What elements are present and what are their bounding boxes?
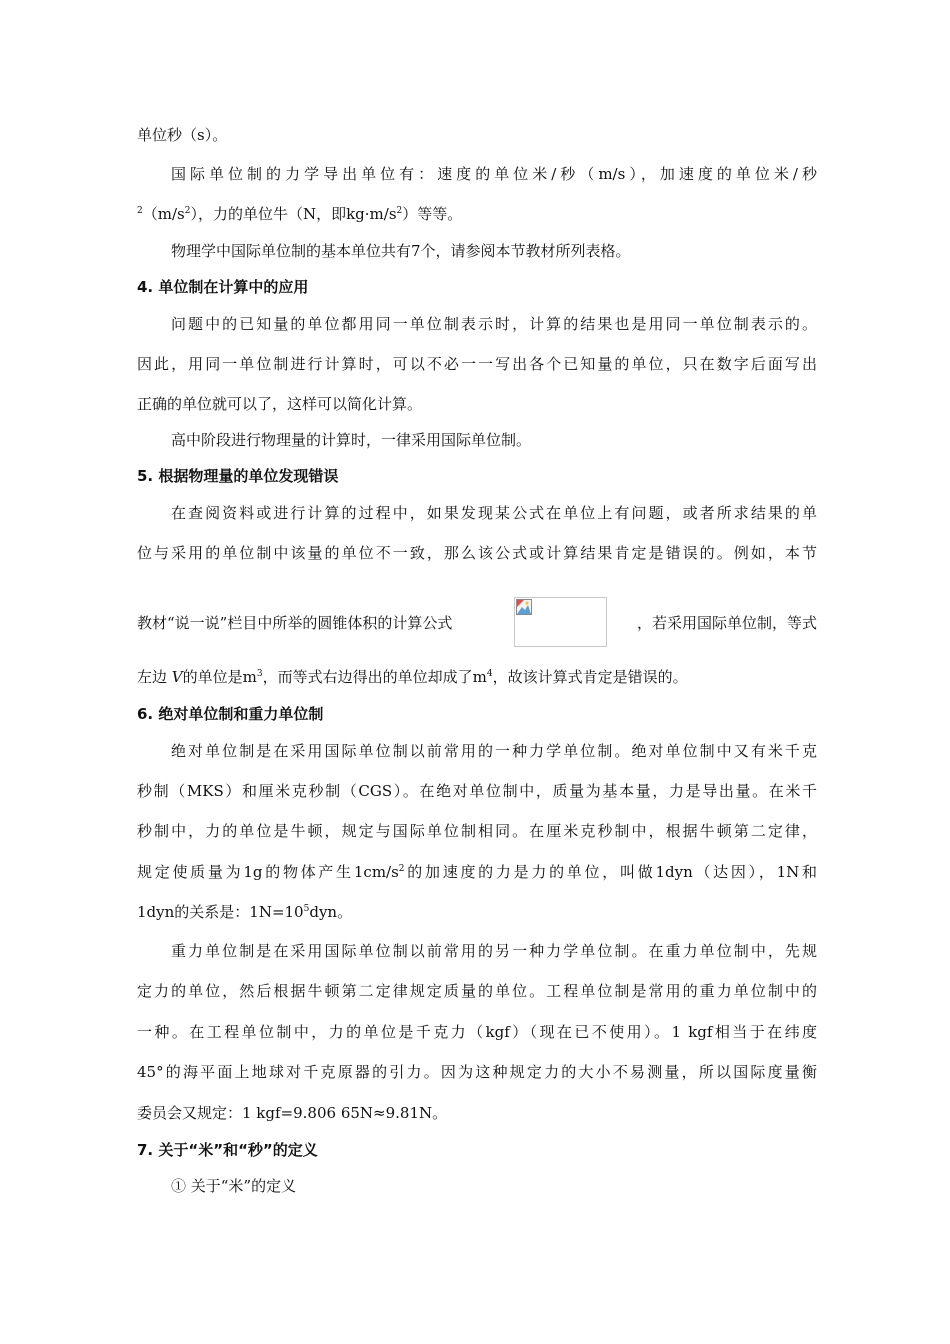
superscript: 5 <box>303 904 310 914</box>
paragraph-line: 45°的海平面上地球对千克原器的引力。因为这种规定力的大小不易测量，所以国际度量衡 <box>137 1063 817 1081</box>
section-heading: 5. 根据物理量的单位发现错误 <box>137 467 339 485</box>
paragraph-line: 定力的单位，然后根据牛顿第二定律规定质量的单位。工程单位制是常用的重力单位制中的 <box>137 982 817 1000</box>
superscript: 2 <box>396 206 403 216</box>
paragraph-line: 国际单位制的力学导出单位有：速度的单位米/秒（m/s），加速度的单位米/秒 <box>171 165 817 183</box>
paragraph-line: 因此，用同一单位制进行计算时，可以不必一一写出各个已知量的单位，只在数字后面写出 <box>137 355 817 373</box>
formula-image-placeholder <box>514 597 607 647</box>
paragraph-line: 秒制（MKS）和厘米克秒制（CGS）。在绝对单位制中，质量为基本量，力是导出量。在米千 <box>137 782 817 800</box>
section-heading: 4. 单位制在计算中的应用 <box>137 278 309 296</box>
paragraph-line <box>137 902 817 922</box>
text-run: ，而等式右边得出的单位却成了m <box>262 668 487 686</box>
broken-image-icon <box>516 599 532 615</box>
list-item: ① 关于“米”的定义 <box>171 1177 297 1195</box>
text-run: 的加速度的力是力的单位，叫做1dyn（达因），1N和 <box>404 863 817 881</box>
paragraph-line: 问题中的已知量的单位都用同一单位制表示时，计算的结果也是用同一单位制表示的。 <box>171 315 817 333</box>
paragraph-line: ，若采用国际单位制，等式 <box>636 614 817 632</box>
text-run: 规定使质量为1g的物体产生1cm/s <box>137 863 399 881</box>
text-run: dyn。 <box>309 903 353 921</box>
paragraph-line: 高中阶段进行物理量的计算时，一律采用国际单位制。 <box>171 431 532 449</box>
paragraph-line: 物理学中国际单位制的基本单位共有7个，请参阅本节教材所列表格。 <box>171 242 631 260</box>
section-heading: 6. 绝对单位制和重力单位制 <box>137 705 324 723</box>
paragraph-line: 委员会又规定：1 kgf=9.806 65N≈9.81N。 <box>137 1104 448 1122</box>
text-run: ），力的单位牛（N，即kg·m/s <box>190 205 397 223</box>
paragraph-line <box>137 667 817 687</box>
paragraph-line <box>137 862 817 882</box>
section-heading: 7. 关于“米”和“秒”的定义 <box>137 1141 318 1159</box>
paragraph-line: 教材“说一说”栏目中所举的圆锥体积的计算公式 <box>137 614 453 632</box>
text-run: ）等等。 <box>402 205 463 223</box>
text-run: 左边 <box>137 668 172 686</box>
paragraph-line: 重力单位制是在采用国际单位制以前常用的另一种力学单位制。在重力单位制中，先规 <box>171 942 817 960</box>
variable-v: V <box>171 668 183 686</box>
paragraph-line: 一种。在工程单位制中，力的单位是千克力（kgf）（现在已不使用）。1 kgf相当于在纬度 <box>137 1023 817 1041</box>
text-run: （m/s <box>142 205 185 223</box>
superscript: 3 <box>256 669 263 679</box>
superscript: 2 <box>398 864 405 874</box>
text-run: 的单位是m <box>182 668 257 686</box>
text-run: ，故该计算式肯定是错误的。 <box>492 668 688 686</box>
superscript: 2 <box>137 206 143 216</box>
paragraph-line: 正确的单位就可以了，这样可以简化计算。 <box>137 395 423 413</box>
paragraph-line: 秒制中，力的单位是牛顿，规定与国际单位制相同。在厘米克秒制中，根据牛顿第二定律， <box>137 822 817 840</box>
paragraph-line: 单位秒（s）。 <box>137 126 228 144</box>
paragraph-line <box>137 204 817 224</box>
text-run: 1dyn的关系是：1N=10 <box>137 903 304 921</box>
paragraph-line: 绝对单位制是在采用国际单位制以前常用的一种力学单位制。绝对单位制中又有米千克 <box>171 742 817 760</box>
paragraph-line: 位与采用的单位制中该量的单位不一致，那么该公式或计算结果肯定是错误的。例如，本节 <box>137 544 817 562</box>
superscript: 4 <box>486 669 493 679</box>
paragraph-line: 在查阅资料或进行计算的过程中，如果发现某公式在单位上有问题，或者所求结果的单 <box>171 504 817 522</box>
superscript: 2 <box>184 206 191 216</box>
